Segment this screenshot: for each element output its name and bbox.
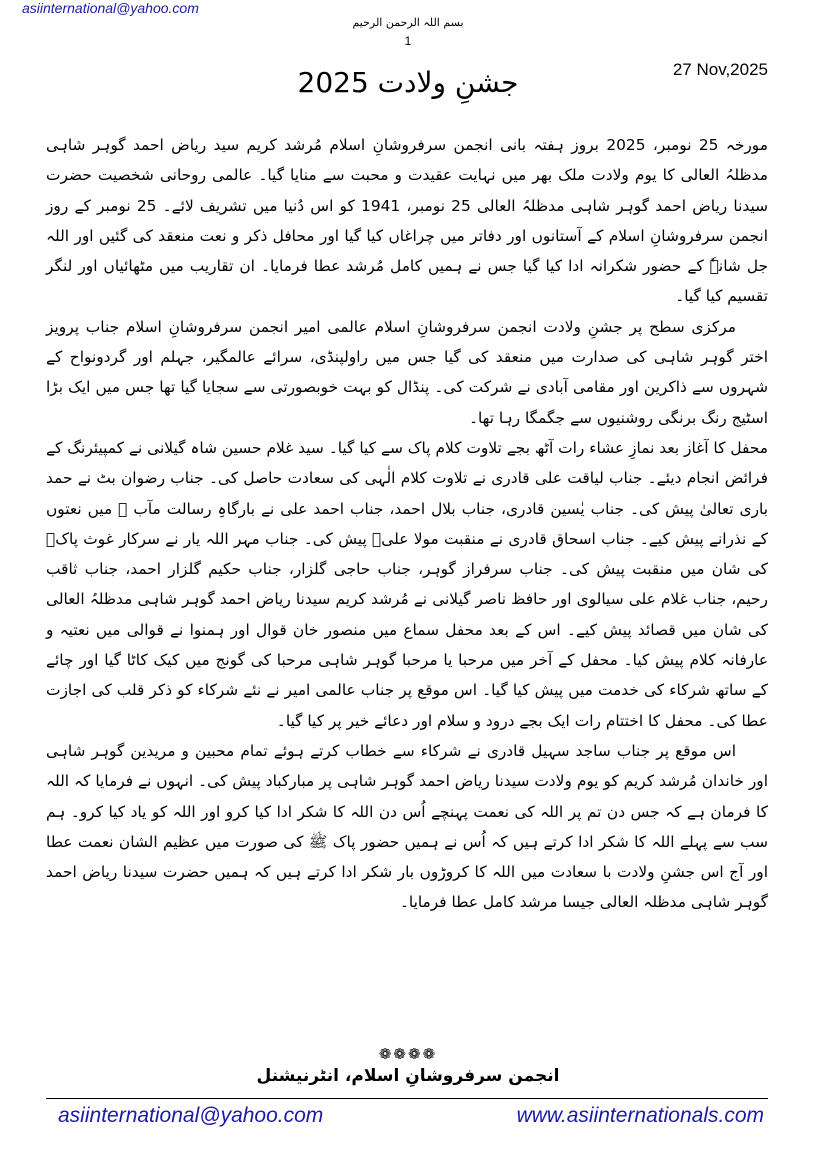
ornament-divider: ❁❁❁❁: [378, 1045, 438, 1063]
footer-email-link[interactable]: asiinternational@yahoo.com: [58, 1104, 324, 1127]
organization-name: انجمن سرفروشانِ اسلام، انٹرنیشنل: [256, 1066, 560, 1086]
document-date: 27 Nov,2025: [672, 60, 768, 79]
footer-divider: [46, 1098, 768, 1099]
header-email[interactable]: asiinternational@yahoo.com: [22, 0, 199, 16]
paragraph-3: محفل کا آغاز بعد نمازِ عشاء رات آٹھ بجے تلاوت کلام پاک سے کیا گیا۔ سید غلام حسین شاہ گیلانی نے کمپیئرنگ کے فرائض انجام دیئے۔ جناب لیاقت علی قادری نے تلاوت کلام الٰہی کی سعادت حاصل کی۔ جناب رضوان بٹ نے حمد باری تعالیٰ پیش کی۔ جناب یٰسین قادری، جناب بلال احمد، جناب احمد علی نے بارگاہِ رسالت مآب ﷺ میں نعتوں کے نذرانے پیش کیے۔ جناب اسحاق قادری نے منقبت مولا علیؑ پیش کی۔ جناب مہر اللہ یار نے سرکار غوث پاکؓ کی شان میں منقبت پیش کی۔ جناب سرفراز گوہر، جناب حاجی گلزار، جناب حکیم گلزار احمد، جناب ثاقب رحیم، جناب غلام علی سیالوی اور حافظ ناصر گیلانی نے مُرشد کریم سیدنا ریاض احمد گوہر شاہی مدظلہُ العالی کی شان میں قصائد پیش کیے۔ اس کے بعد محفل سماع میں منصور خان قوال اور ہمنوا نے قوالی میں نعتیہ و عارفانہ کلام پیش کیا۔ محفل کے آخر میں مرحبا یا مرحبا گوہر شاہی مرحبا کی گونج میں کیک کاٹا گیا اور چائے کے ساتھ شرکاء کی خدمت میں پیش کیا گیا۔ اس موقع پر جناب عالمی امیر نے نئے شرکاء کو ذکر قلب کی اجازت عطا کی۔ محفل کا اختتام رات ایک بجے درود و سلام اور دعائے خیر پر کیا گیا۔: [46, 438, 768, 730]
footer-website-link[interactable]: www.asiinternationals.com: [516, 1104, 764, 1127]
article-body: [46, 130, 768, 918]
paragraph-2: مرکزی سطح پر جشنِ ولادت انجمن سرفروشانِ اسلام عالمی امیر انجمن سرفروشانِ اسلام جناب پرویز اختر گوہر شاہی کی صدارت میں منعقد کی گیا جس میں راولپنڈی، سرائے عالمگیر، جہلم اور گردونواح کے شہروں سے ذاکرین اور مقامی آبادی نے شرکت کی۔ پنڈال کو بہت خوبصورتی سے سجایا گیا تھا جس میں ایک بڑا اسٹیج رنگ برنگی روشنیوں سے جگمگا رہا تھا۔: [46, 317, 768, 427]
paragraph-1: مورخہ 25 نومبر، 2025 بروز ہفتہ بانی انجمن سرفروشانِ اسلام مُرشد کریم سید ریاض احمد گوہر شاہی مدظلہُ العالی کا یوم ولادت ملک بھر میں نہایت عقیدت و محبت سے منایا گیا۔ عالمی روحانی شخصیت حضرت سیدنا ریاض احمد گوہر شاہی مدظلہُ العالی 25 نومبر، 1941 کو اس دُنیا میں تشریف لائے۔ 25 نومبر کے روز انجمن سرفروشانِ اسلام کے آستانوں اور دفاتر میں چراغاں کیا گیا اور محافل ذکر و نعت منعقد کی گئیں اور اللہ جل شانہٗ کے حضور شکرانہ ادا کیا گیا جس نے ہمیں کامل مُرشد عطا فرمایا۔ ان تقاریب میں مٹھائیاں اور لنگر تقسیم کیا گیا۔: [46, 136, 768, 306]
paragraph-4: اس موقع پر جناب ساجد سہیل قادری نے شرکاء سے خطاب کرتے ہوئے تمام محبین و مریدین گوہر شاہی اور خاندان مُرشد کریم کو یوم ولادت سیدنا ریاض احمد گوہر شاہی پر مبارکباد پیش کی۔ انہوں نے فرمایا کہ اللہ کا فرمان ہے کہ جس دن تم پر اللہ کی نعمت پہنچے اُس دن اللہ کا شکر ادا کیا کرو اور اللہ کو یاد کیا کرو۔ ہم سب سے پہلے اللہ کا شکر ادا کرتے ہیں کہ اُس نے ہمیں حضور پاک ﷺ کی صورت میں عظیم الشان نعمت عطا اور آج اس جشنِ ولادت با سعادت میں اللہ کا کروڑوں بار شکر ادا کرتے ہیں کہ ہمیں حضرت سیدنا ریاض احمد گوہر شاہی مدظلہ العالی جیسا مرشد کامل عطا فرمایا۔: [46, 741, 768, 912]
page-title: جشنِ ولادت 2025: [297, 66, 519, 99]
page-number: 1: [404, 34, 412, 48]
bismillah: بسم اللہ الرحمن الرحیم: [352, 16, 464, 29]
